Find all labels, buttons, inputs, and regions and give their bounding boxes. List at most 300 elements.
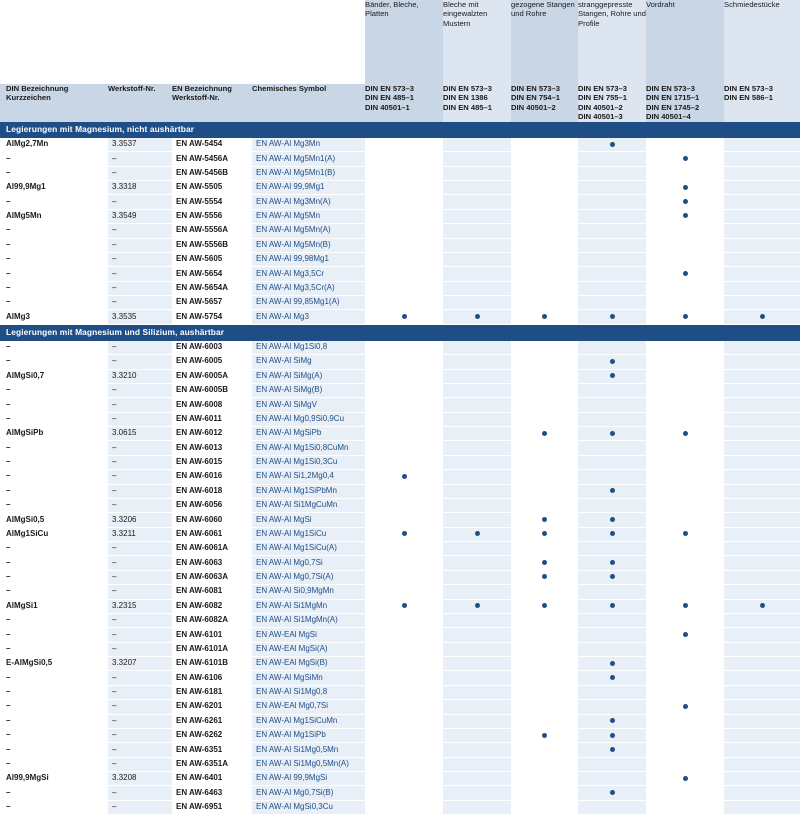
table-row [0,613,800,627]
availability-dot-icon [683,632,688,637]
cell-en-bezeichnung: EN AW-6008 [172,398,252,412]
availability-dot-icon [542,431,547,436]
availability-dot-icon [402,603,407,608]
cell-din-bezeichnung: AlMg5Mn [0,209,108,223]
cell-mark-baender [365,642,443,656]
header-top-schmiedestuecke: Schmiedestücke [724,0,800,84]
cell-mark-stranggepresste [578,772,646,786]
availability-dot-icon [610,431,615,436]
cell-din-bezeichnung: AlMgSi1 [0,599,108,613]
cell-mark-schmiedestuecke [724,757,800,771]
cell-werkstoff-nr: – [108,671,172,685]
table-row [0,369,800,383]
cell-mark-bleche-muster [443,786,511,800]
cell-mark-schmiedestuecke [724,657,800,671]
table-row [0,484,800,498]
cell-mark-stranggepresste [578,599,646,613]
cell-mark-vordraht [646,599,724,613]
cell-chemisches-symbol: EN AW-Al Mg5Mn [252,209,365,223]
cell-mark-stranggepresste [578,714,646,728]
cell-mark-baender [365,441,443,455]
cell-mark-baender [365,281,443,295]
cell-mark-bleche-muster [443,671,511,685]
availability-dot-icon [542,560,547,565]
cell-werkstoff-nr: – [108,542,172,556]
cell-mark-gezogene [511,743,578,757]
cell-chemisches-symbol: EN AW-Al Si0,9MgMn [252,585,365,599]
table-row [0,585,800,599]
cell-chemisches-symbol: EN AW-Al Mg1SiCu [252,527,365,541]
cell-mark-vordraht [646,484,724,498]
table-header [0,0,800,122]
cell-din-bezeichnung: AlMgSiPb [0,427,108,441]
cell-werkstoff-nr: – [108,166,172,180]
cell-mark-gezogene [511,772,578,786]
cell-en-bezeichnung: EN AW-6016 [172,470,252,484]
cell-mark-bleche-muster [443,138,511,152]
cell-mark-schmiedestuecke [724,455,800,469]
cell-mark-gezogene [511,498,578,512]
cell-mark-schmiedestuecke [724,613,800,627]
cell-chemisches-symbol: EN AW-Al Mg0,7Si [252,556,365,570]
cell-mark-schmiedestuecke [724,427,800,441]
cell-din-bezeichnung: Al99,9Mg1 [0,181,108,195]
table-row [0,181,800,195]
cell-mark-baender [365,800,443,814]
cell-mark-baender [365,599,443,613]
cell-mark-gezogene [511,757,578,771]
cell-mark-stranggepresste [578,786,646,800]
cell-en-bezeichnung: EN AW-6082A [172,613,252,627]
table-row [0,296,800,310]
availability-dot-icon [683,431,688,436]
header-top-din-bezeichnung [0,0,108,84]
cell-mark-gezogene [511,310,578,324]
cell-mark-schmiedestuecke [724,152,800,166]
cell-mark-stranggepresste [578,238,646,252]
cell-chemisches-symbol: EN AW-Al Mg0,7Si(A) [252,570,365,584]
cell-mark-baender [365,700,443,714]
cell-mark-schmiedestuecke [724,556,800,570]
cell-mark-vordraht [646,138,724,152]
cell-en-bezeichnung: EN AW-6012 [172,427,252,441]
cell-mark-baender [365,585,443,599]
cell-en-bezeichnung: EN AW-6061 [172,527,252,541]
cell-mark-vordraht [646,441,724,455]
cell-mark-baender [365,296,443,310]
cell-mark-vordraht [646,252,724,266]
availability-dot-icon [683,704,688,709]
availability-dot-icon [542,574,547,579]
cell-mark-vordraht [646,310,724,324]
table-row [0,166,800,180]
cell-mark-stranggepresste [578,412,646,426]
cell-mark-vordraht [646,513,724,527]
cell-mark-bleche-muster [443,152,511,166]
cell-din-bezeichnung: – [0,585,108,599]
cell-mark-schmiedestuecke [724,527,800,541]
cell-en-bezeichnung: EN AW-5454 [172,138,252,152]
cell-en-bezeichnung: EN AW-6401 [172,772,252,786]
cell-mark-schmiedestuecke [724,599,800,613]
cell-werkstoff-nr: 3.3318 [108,181,172,195]
cell-din-bezeichnung: – [0,542,108,556]
cell-mark-schmiedestuecke [724,728,800,742]
cell-din-bezeichnung: – [0,743,108,757]
cell-mark-baender [365,628,443,642]
cell-mark-bleche-muster [443,642,511,656]
cell-en-bezeichnung: EN AW-6056 [172,498,252,512]
cell-mark-gezogene [511,252,578,266]
cell-mark-bleche-muster [443,513,511,527]
cell-mark-stranggepresste [578,195,646,209]
cell-mark-stranggepresste [578,281,646,295]
cell-chemisches-symbol: EN AW-Al Mg5Mn1(A) [252,152,365,166]
cell-mark-stranggepresste [578,570,646,584]
cell-mark-baender [365,743,443,757]
cell-mark-bleche-muster [443,398,511,412]
cell-mark-vordraht [646,685,724,699]
cell-mark-stranggepresste [578,757,646,771]
cell-mark-gezogene [511,484,578,498]
cell-mark-baender [365,498,443,512]
cell-werkstoff-nr: – [108,585,172,599]
cell-mark-schmiedestuecke [724,195,800,209]
cell-chemisches-symbol: EN AW-Al MgSiMn [252,671,365,685]
cell-mark-gezogene [511,166,578,180]
cell-en-bezeichnung: EN AW-5456A [172,152,252,166]
cell-mark-baender [365,427,443,441]
availability-dot-icon [683,531,688,536]
cell-mark-schmiedestuecke [724,138,800,152]
cell-werkstoff-nr: – [108,484,172,498]
cell-mark-bleche-muster [443,412,511,426]
cell-werkstoff-nr: – [108,714,172,728]
cell-mark-gezogene [511,728,578,742]
cell-din-bezeichnung: – [0,412,108,426]
cell-en-bezeichnung: EN AW-6351A [172,757,252,771]
cell-mark-vordraht [646,398,724,412]
cell-mark-baender [365,209,443,223]
cell-din-bezeichnung: – [0,470,108,484]
cell-mark-vordraht [646,209,724,223]
availability-dot-icon [683,314,688,319]
cell-mark-bleche-muster [443,772,511,786]
cell-mark-bleche-muster [443,224,511,238]
cell-din-bezeichnung: – [0,800,108,814]
cell-din-bezeichnung: – [0,613,108,627]
cell-mark-bleche-muster [443,441,511,455]
cell-mark-bleche-muster [443,383,511,397]
cell-mark-gezogene [511,224,578,238]
table-row [0,527,800,541]
cell-en-bezeichnung: EN AW-6951 [172,800,252,814]
cell-werkstoff-nr: – [108,700,172,714]
header-din-bezeichnung: DIN Bezeichnung Kurzzeichen [0,84,108,122]
cell-mark-baender [365,671,443,685]
cell-mark-vordraht [646,498,724,512]
cell-mark-schmiedestuecke [724,341,800,355]
availability-dot-icon [683,185,688,190]
cell-mark-gezogene [511,369,578,383]
cell-werkstoff-nr: – [108,743,172,757]
cell-mark-schmiedestuecke [724,209,800,223]
cell-mark-baender [365,556,443,570]
cell-mark-bleche-muster [443,455,511,469]
availability-dot-icon [542,517,547,522]
cell-mark-bleche-muster [443,252,511,266]
header-norms-vordraht: DIN EN 573–3 DIN EN 1715–1 DIN EN 1745–2 DIN 40501–4 [646,84,724,122]
table-row [0,513,800,527]
cell-chemisches-symbol: EN AW-Al SiMg(B) [252,383,365,397]
availability-dot-icon [610,531,615,536]
cell-mark-gezogene [511,355,578,369]
table-row [0,238,800,252]
cell-mark-stranggepresste [578,224,646,238]
cell-mark-bleche-muster [443,310,511,324]
header-row-group-titles [0,0,800,84]
cell-werkstoff-nr: – [108,355,172,369]
header-top-baender-bleche-platten: Bänder, Bleche, Platten [365,0,443,84]
cell-en-bezeichnung: EN AW-6201 [172,700,252,714]
cell-mark-stranggepresste [578,700,646,714]
cell-mark-gezogene [511,441,578,455]
cell-en-bezeichnung: EN AW-6463 [172,786,252,800]
cell-mark-schmiedestuecke [724,238,800,252]
cell-mark-stranggepresste [578,542,646,556]
cell-mark-baender [365,369,443,383]
cell-chemisches-symbol: EN AW-Al Mg3Mn [252,138,365,152]
cell-din-bezeichnung: – [0,700,108,714]
cell-mark-vordraht [646,628,724,642]
cell-en-bezeichnung: EN AW-5657 [172,296,252,310]
availability-dot-icon [683,213,688,218]
cell-mark-schmiedestuecke [724,498,800,512]
cell-mark-bleche-muster [443,800,511,814]
cell-din-bezeichnung: – [0,341,108,355]
cell-werkstoff-nr: – [108,296,172,310]
table-row [0,556,800,570]
cell-din-bezeichnung: – [0,398,108,412]
cell-mark-stranggepresste [578,138,646,152]
cell-werkstoff-nr: – [108,556,172,570]
cell-mark-gezogene [511,599,578,613]
cell-en-bezeichnung: EN AW-6181 [172,685,252,699]
header-chemisches-symbol: Chemisches Symbol [252,84,365,122]
cell-mark-vordraht [646,613,724,627]
header-top-bleche-mit-mustern: Bleche mit eingewalzten Mustern [443,0,511,84]
cell-werkstoff-nr: – [108,441,172,455]
availability-dot-icon [542,531,547,536]
availability-dot-icon [610,718,615,723]
cell-mark-schmiedestuecke [724,772,800,786]
cell-mark-baender [365,657,443,671]
cell-din-bezeichnung: – [0,195,108,209]
cell-mark-gezogene [511,671,578,685]
cell-din-bezeichnung: – [0,281,108,295]
cell-mark-gezogene [511,570,578,584]
cell-werkstoff-nr: – [108,383,172,397]
cell-en-bezeichnung: EN AW-5654 [172,267,252,281]
table-row [0,800,800,814]
cell-werkstoff-nr: – [108,238,172,252]
cell-mark-baender [365,355,443,369]
cell-mark-bleche-muster [443,427,511,441]
cell-chemisches-symbol: EN AW-Al SiMg [252,355,365,369]
cell-mark-gezogene [511,455,578,469]
cell-mark-bleche-muster [443,296,511,310]
cell-mark-gezogene [511,238,578,252]
cell-en-bezeichnung: EN AW-5505 [172,181,252,195]
cell-chemisches-symbol: EN AW-Al Si1MgCuMn [252,498,365,512]
cell-chemisches-symbol: EN AW-Al 99,9Mg1 [252,181,365,195]
cell-chemisches-symbol: EN AW-EAl MgSi [252,628,365,642]
cell-mark-schmiedestuecke [724,296,800,310]
cell-en-bezeichnung: EN AW-5456B [172,166,252,180]
cell-mark-vordraht [646,470,724,484]
table-row [0,743,800,757]
cell-chemisches-symbol: EN AW-Al Mg3,5Cr [252,267,365,281]
cell-mark-baender [365,613,443,627]
cell-mark-vordraht [646,570,724,584]
cell-chemisches-symbol: EN AW-Al Mg0,7Si(B) [252,786,365,800]
cell-mark-baender [365,513,443,527]
cell-din-bezeichnung: E-AlMgSi0,5 [0,657,108,671]
cell-en-bezeichnung: EN AW-6013 [172,441,252,455]
cell-chemisches-symbol: EN AW-Al Mg3 [252,310,365,324]
cell-mark-vordraht [646,671,724,685]
cell-mark-stranggepresste [578,252,646,266]
cell-mark-vordraht [646,786,724,800]
cell-mark-schmiedestuecke [724,714,800,728]
cell-mark-bleche-muster [443,685,511,699]
cell-en-bezeichnung: EN AW-6003 [172,341,252,355]
cell-mark-stranggepresste [578,800,646,814]
table-row [0,714,800,728]
cell-din-bezeichnung: – [0,441,108,455]
cell-werkstoff-nr: 3.3535 [108,310,172,324]
cell-mark-baender [365,685,443,699]
cell-mark-baender [365,138,443,152]
cell-chemisches-symbol: EN AW-Al Mg1Si0,8 [252,341,365,355]
cell-mark-gezogene [511,714,578,728]
cell-werkstoff-nr: 3.3549 [108,209,172,223]
cell-werkstoff-nr: – [108,570,172,584]
availability-dot-icon [610,517,615,522]
cell-mark-bleche-muster [443,570,511,584]
cell-werkstoff-nr: – [108,628,172,642]
cell-mark-schmiedestuecke [724,671,800,685]
header-top-gezogene-stangen-rohre: gezogene Stangen und Rohre [511,0,578,84]
table-row [0,138,800,152]
cell-mark-gezogene [511,527,578,541]
cell-en-bezeichnung: EN AW-6351 [172,743,252,757]
cell-mark-stranggepresste [578,441,646,455]
cell-mark-stranggepresste [578,728,646,742]
cell-mark-bleche-muster [443,341,511,355]
table-row [0,398,800,412]
cell-werkstoff-nr: 3.3210 [108,369,172,383]
table-row [0,455,800,469]
table-row [0,195,800,209]
cell-mark-baender [365,152,443,166]
cell-en-bezeichnung: EN AW-5754 [172,310,252,324]
cell-mark-schmiedestuecke [724,398,800,412]
cell-werkstoff-nr: 3.3211 [108,527,172,541]
cell-mark-gezogene [511,786,578,800]
cell-en-bezeichnung: EN AW-6101A [172,642,252,656]
availability-dot-icon [683,156,688,161]
cell-chemisches-symbol: EN AW-Al Si1,2Mg0,4 [252,470,365,484]
table-row [0,728,800,742]
cell-werkstoff-nr: – [108,281,172,295]
cell-en-bezeichnung: EN AW-5554 [172,195,252,209]
cell-mark-stranggepresste [578,455,646,469]
cell-mark-stranggepresste [578,613,646,627]
cell-chemisches-symbol: EN AW-Al 99,98Mg1 [252,252,365,266]
cell-werkstoff-nr: – [108,685,172,699]
cell-mark-vordraht [646,267,724,281]
availability-dot-icon [610,373,615,378]
cell-chemisches-symbol: EN AW-Al Si1MgMn [252,599,365,613]
cell-en-bezeichnung: EN AW-6005 [172,355,252,369]
cell-werkstoff-nr: – [108,642,172,656]
cell-werkstoff-nr: – [108,786,172,800]
cell-mark-stranggepresste [578,498,646,512]
cell-mark-vordraht [646,383,724,397]
cell-en-bezeichnung: EN AW-6018 [172,484,252,498]
cell-mark-stranggepresste [578,556,646,570]
cell-mark-vordraht [646,152,724,166]
cell-mark-vordraht [646,714,724,728]
cell-mark-gezogene [511,657,578,671]
availability-dot-icon [475,603,480,608]
cell-mark-vordraht [646,757,724,771]
cell-mark-baender [365,166,443,180]
cell-mark-baender [365,757,443,771]
section-header-row [0,122,800,138]
header-top-stranggepresste: stranggepresste Stangen, Rohre und Profile [578,0,646,84]
cell-chemisches-symbol: EN AW-Al Mg5Mn1(B) [252,166,365,180]
cell-din-bezeichnung: – [0,224,108,238]
table-row [0,252,800,266]
section-title: Legierungen mit Magnesium und Silizium, aushärtbar [0,324,800,341]
cell-chemisches-symbol: EN AW-Al Mg5Mn(B) [252,238,365,252]
cell-mark-bleche-muster [443,470,511,484]
cell-mark-bleche-muster [443,757,511,771]
header-norms-schmiedestuecke: DIN EN 573–3 DIN EN 586–1 [724,84,800,122]
cell-mark-schmiedestuecke [724,281,800,295]
cell-mark-stranggepresste [578,166,646,180]
cell-mark-stranggepresste [578,527,646,541]
cell-mark-gezogene [511,209,578,223]
table-row [0,685,800,699]
table-row [0,383,800,397]
cell-mark-schmiedestuecke [724,628,800,642]
cell-mark-bleche-muster [443,484,511,498]
cell-werkstoff-nr: – [108,341,172,355]
cell-mark-baender [365,527,443,541]
cell-mark-bleche-muster [443,599,511,613]
cell-mark-vordraht [646,772,724,786]
header-row-column-titles [0,84,800,122]
availability-dot-icon [610,790,615,795]
cell-mark-schmiedestuecke [724,355,800,369]
cell-chemisches-symbol: EN AW-Al Mg3Mn(A) [252,195,365,209]
cell-chemisches-symbol: EN AW-Al SiMg(A) [252,369,365,383]
cell-en-bezeichnung: EN AW-6060 [172,513,252,527]
cell-en-bezeichnung: EN AW-6261 [172,714,252,728]
